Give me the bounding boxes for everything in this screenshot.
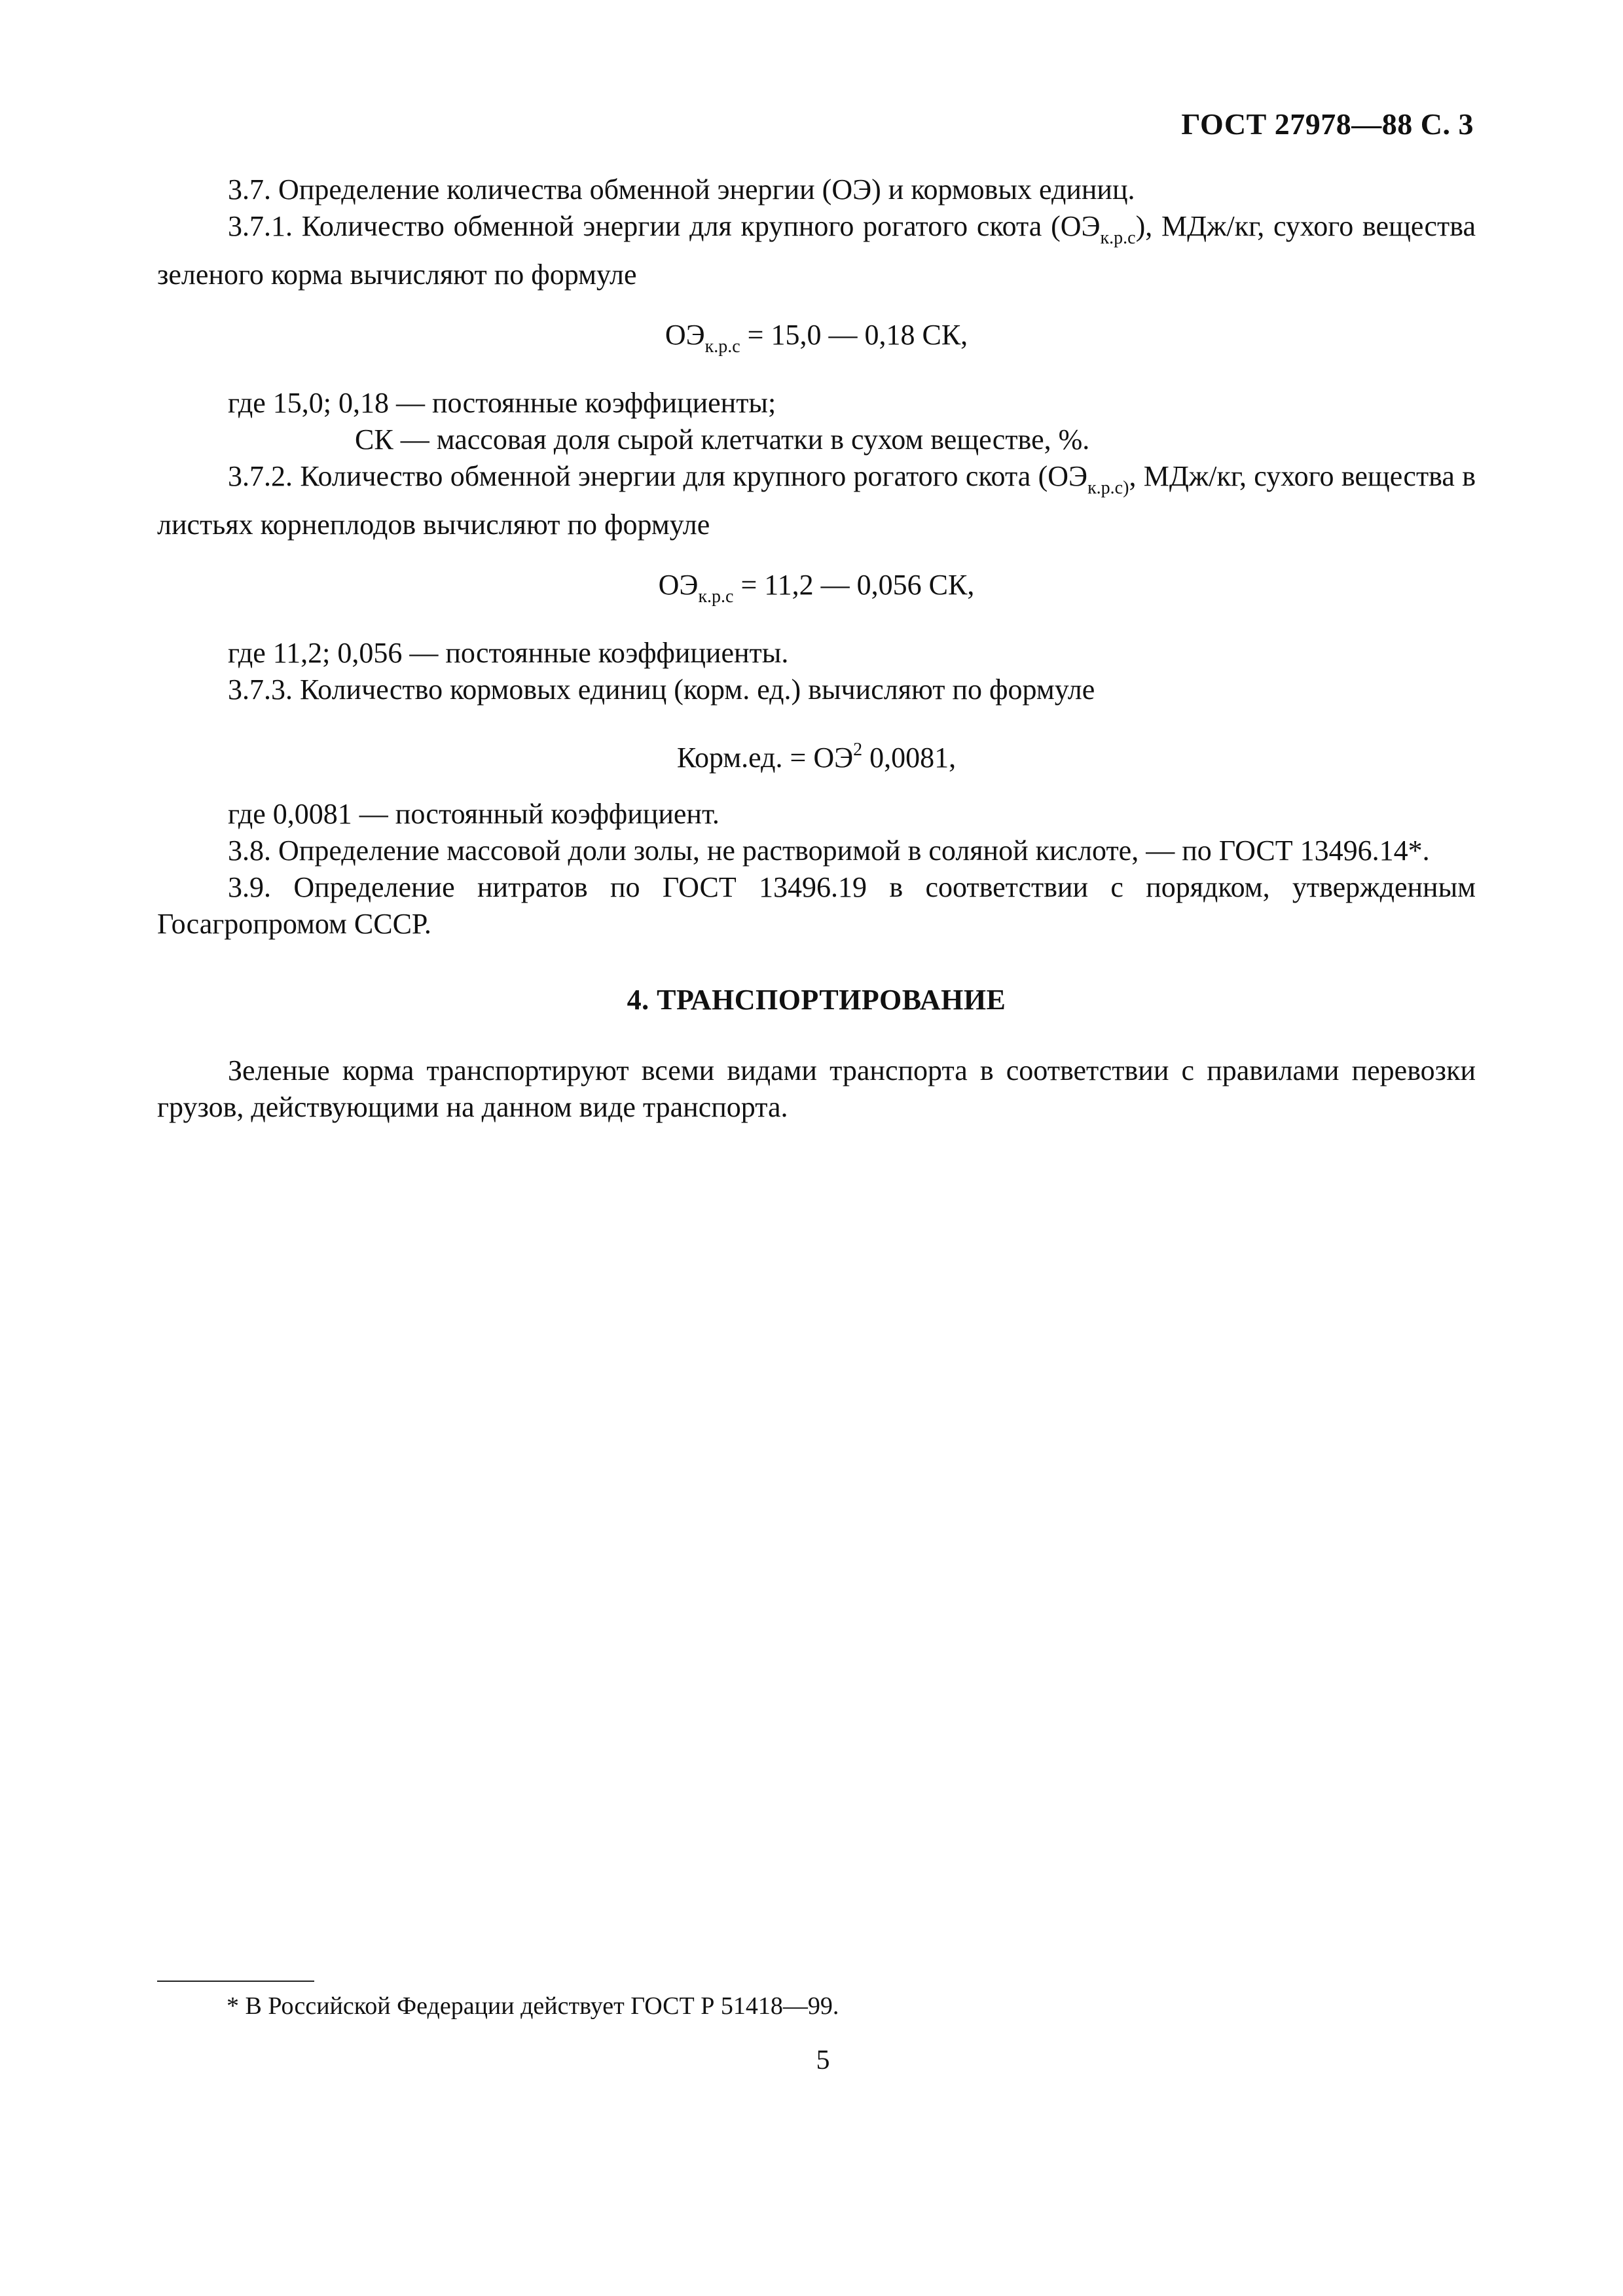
where-1-ck-definition: СК — массовая доля сырой клетчатки в сухом веществе, %. xyxy=(355,423,1090,456)
paragraph-3-7-1-text-b: ), МДж/кг, сухого вещества зеленого корма вычисляют по формуле xyxy=(157,210,1476,291)
where-3-coefficient: где 0,0081 — постоянный коэффициент. xyxy=(228,798,720,830)
paragraph-3-7-1-subscript: к.р.с xyxy=(1100,228,1136,248)
paragraph-3-7-3: 3.7.3. Количество кормовых единиц (корм. ед.) вычисляют по формуле xyxy=(228,673,1095,706)
formula-3-superscript: 2 xyxy=(853,740,863,760)
paragraph-3-7-2-subscript: к.р.с) xyxy=(1087,478,1129,498)
paragraph-3-9: 3.9. Определение нитратов по ГОСТ 13496.19 в соответствии с порядком, утвержденным Госагропромом СССР. xyxy=(157,871,1476,940)
section-4-text: Зеленые корма транспортируют всеми видами транспорта в соответствии с правилами перевозки грузов, действующими на данном виде транспорта. xyxy=(157,1054,1476,1123)
paragraph-3-7: 3.7. Определение количества обменной энергии (ОЭ) и кормовых единиц. xyxy=(228,173,1135,206)
footnote-divider xyxy=(157,1981,314,1982)
paragraph-3-7-1-text-a: 3.7.1. Количество обменной энергии для крупного рогатого скота (ОЭ xyxy=(228,210,1101,242)
formula-3-rhs: 0,0081, xyxy=(862,742,957,774)
formula-3-lhs: Корм.ед. = ОЭ xyxy=(676,742,854,774)
paragraph-3-7-1 xyxy=(157,208,1476,293)
where-1-coefficients: где 15,0; 0,18 — постоянные коэффициенты; xyxy=(228,387,776,419)
page-number: 5 xyxy=(816,2045,830,2075)
formula-1-subscript: к.р.с xyxy=(704,336,740,357)
formula-1 xyxy=(157,317,1476,365)
formula-2 xyxy=(157,567,1476,615)
paragraph-3-7-2 xyxy=(157,458,1476,543)
paragraph-3-7-2-text-a: 3.7.2. Количество обменной энергии для крупного рогатого скота (ОЭ xyxy=(228,460,1088,492)
formula-1-rhs: = 15,0 — 0,18 СК, xyxy=(740,319,968,351)
main-content xyxy=(157,171,1476,1126)
paragraph-3-7-2-text-b: , МДж/кг, сухого вещества в листьях корнеплодов вычисляют по формуле xyxy=(157,460,1476,541)
page-header: ГОСТ 27978—88 С. 3 xyxy=(1181,107,1474,141)
section-4-title: 4. ТРАНСПОРТИРОВАНИЕ xyxy=(627,984,1006,1016)
formula-2-lhs: ОЭ xyxy=(658,569,699,601)
footnote: * В Российской Федерации действует ГОСТ Р 51418—99. xyxy=(227,1992,839,2020)
formula-2-rhs: = 11,2 — 0,056 СК, xyxy=(733,569,975,601)
formula-1-lhs: ОЭ xyxy=(665,319,705,351)
paragraph-3-8: 3.8. Определение массовой доли золы, не растворимой в соляной кислоте, — по ГОСТ 13496.14*. xyxy=(228,834,1430,867)
where-2-coefficients: где 11,2; 0,056 — постоянные коэффициенты. xyxy=(228,637,789,669)
formula-3 xyxy=(157,732,1476,776)
formula-2-subscript: к.р.с xyxy=(698,586,734,607)
